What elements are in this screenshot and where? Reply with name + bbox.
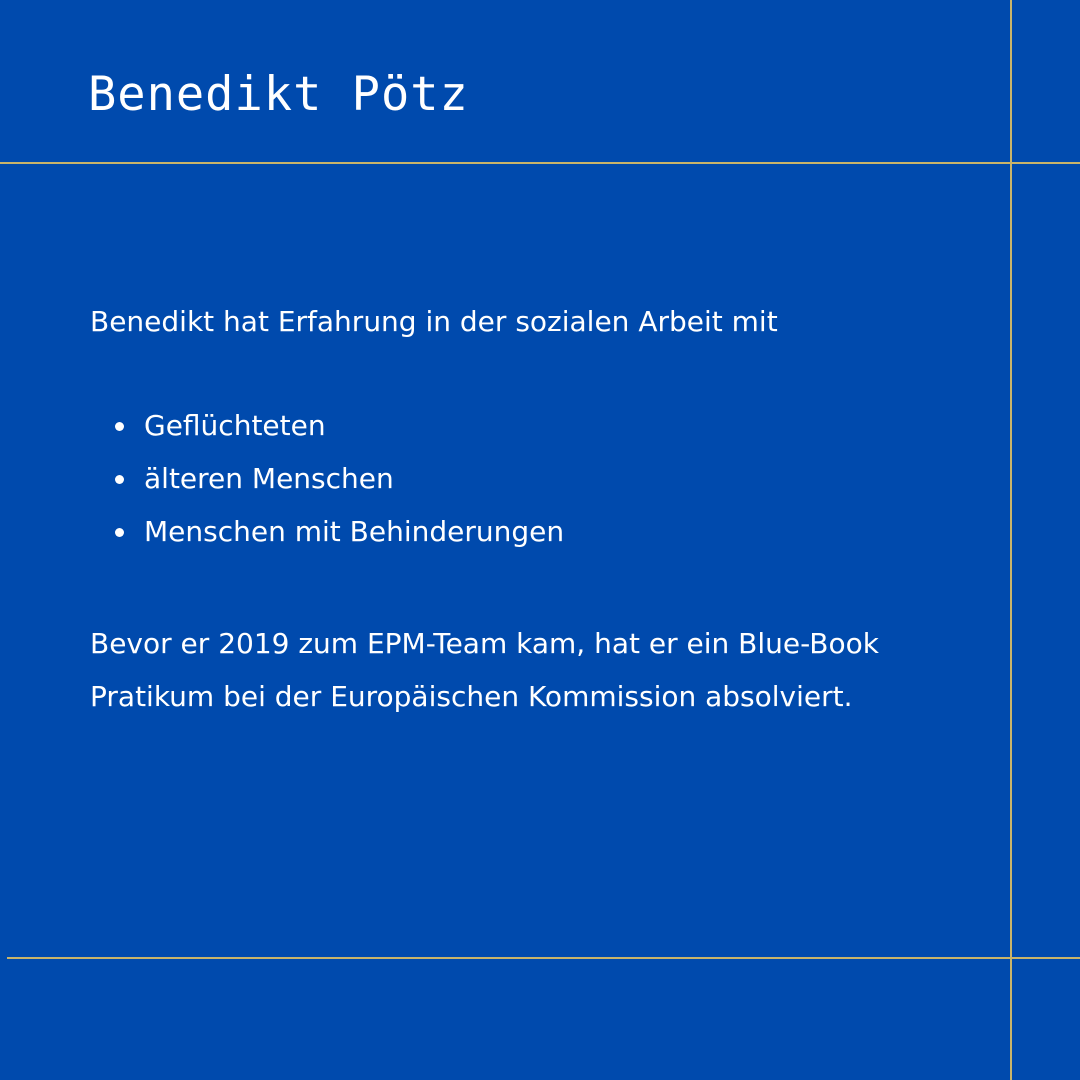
right-divider-line (1010, 0, 1012, 1080)
list-item (115, 512, 564, 565)
experience-list (115, 406, 564, 565)
list-item-label: älteren Menschen (144, 462, 394, 495)
list-item (115, 459, 564, 512)
person-name: Benedikt Pötz (88, 67, 469, 122)
list-item-label: Geflüchteten (144, 409, 326, 442)
bottom-divider-line (7, 957, 1080, 959)
list-item-label: Menschen mit Behinderungen (144, 515, 565, 548)
list-item (115, 406, 564, 459)
bullet-icon (115, 422, 124, 431)
closing-text: Bevor er 2019 zum EPM-Team kam, hat er ein Blue-Book Pratikum bei der Europäischen Kommission absolviert. (90, 627, 879, 713)
top-divider-line (0, 162, 1080, 164)
intro-text: Benedikt hat Erfahrung in der sozialen Arbeit mit (90, 305, 778, 338)
bullet-icon (115, 528, 124, 537)
bullet-icon (115, 475, 124, 484)
